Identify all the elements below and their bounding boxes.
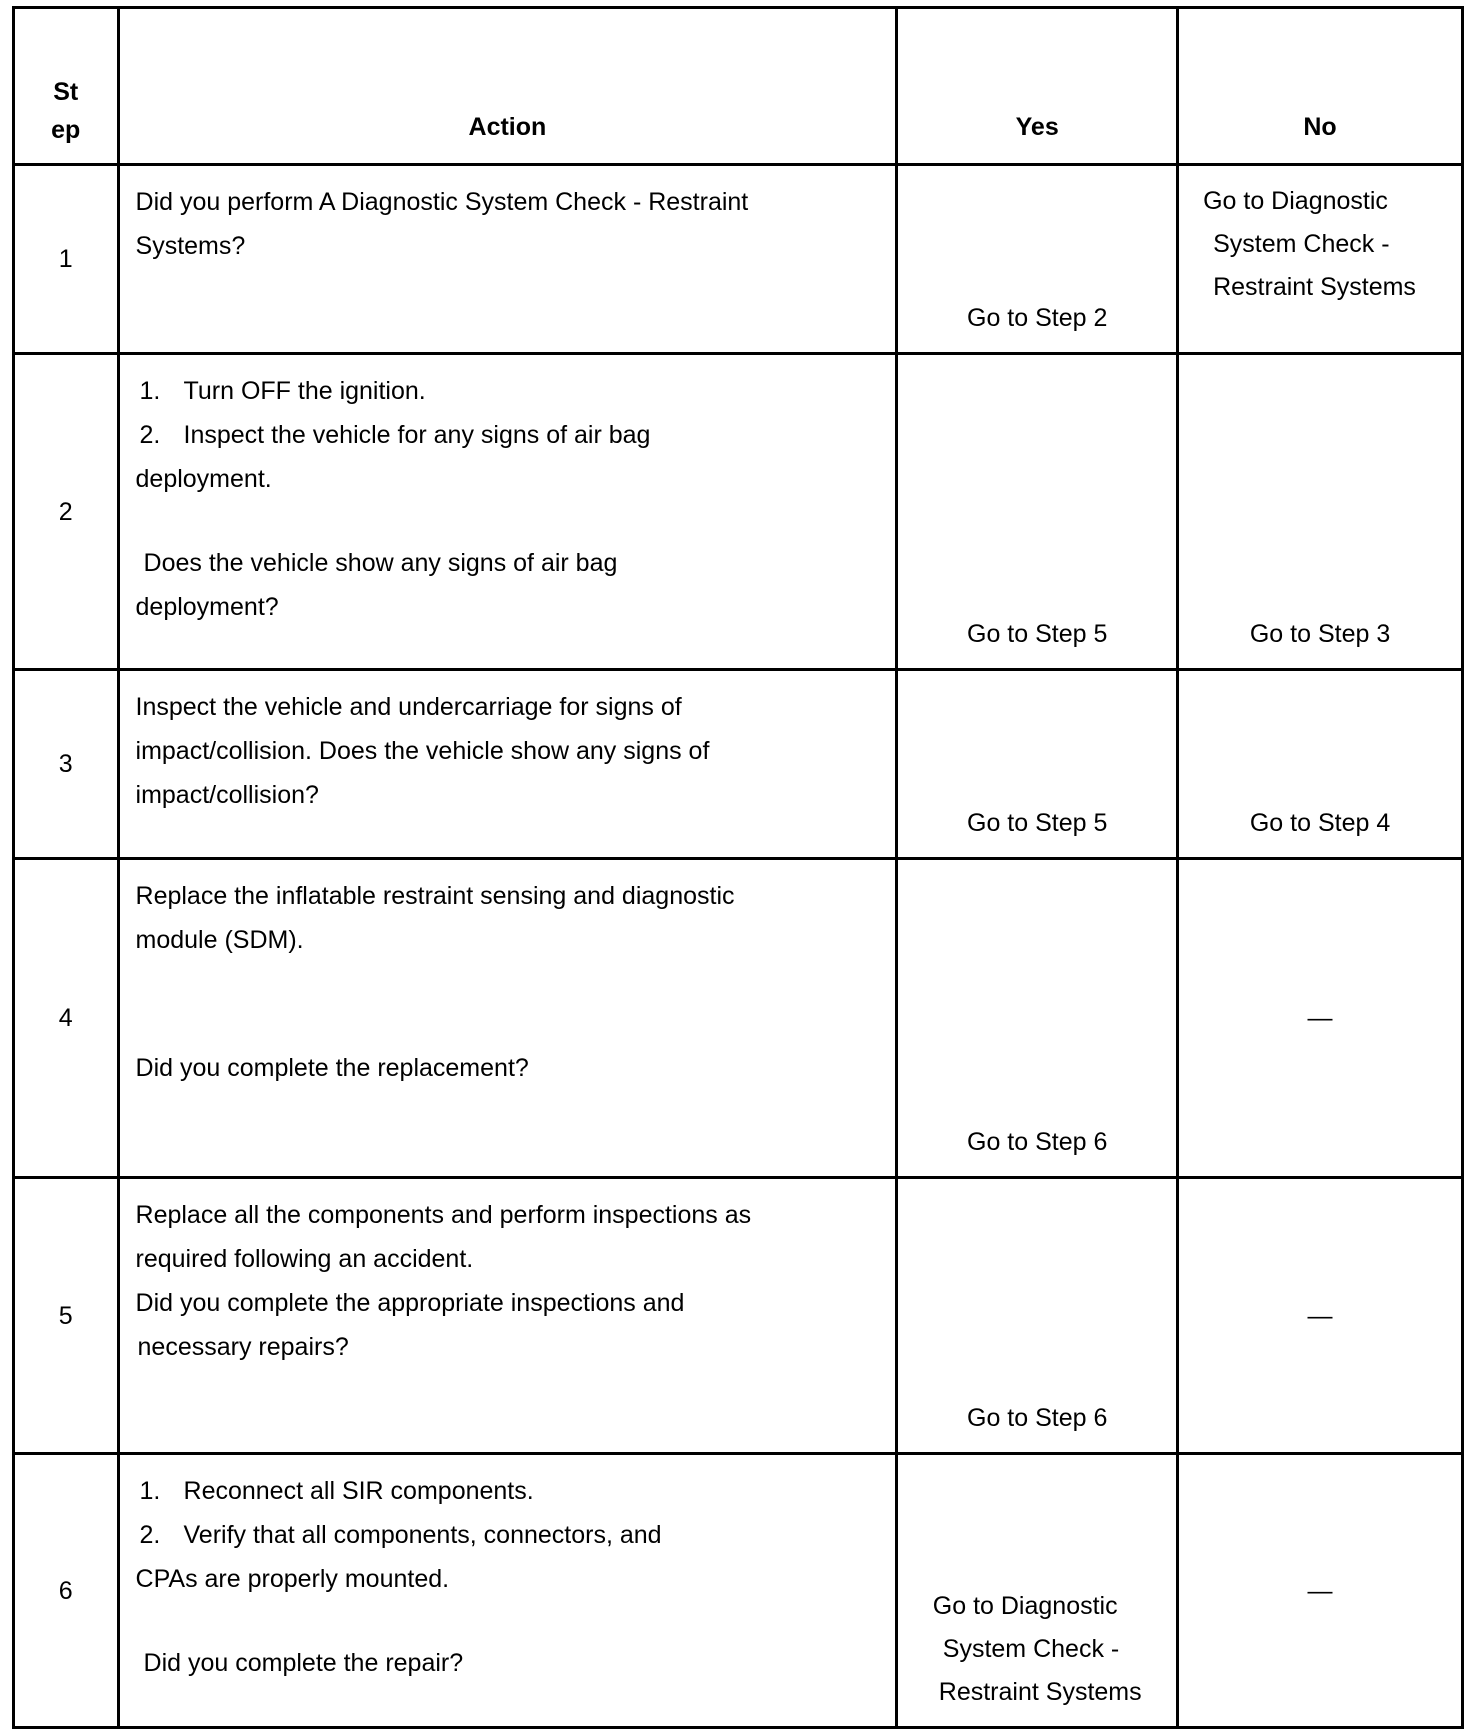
no-cell: [1178, 670, 1463, 859]
yes-line: Restraint Systems: [938, 1678, 1142, 1706]
action-cell: [118, 354, 897, 670]
no-link: Go to Step 4: [1249, 809, 1391, 837]
no-line: Go to Diagnostic: [1203, 187, 1388, 215]
action-line: Replace the inflatable restraint sensing and diagnostic: [135, 882, 735, 910]
action-line: Did you perform A Diagnostic System Check - Restraint: [135, 188, 749, 216]
action-line: impact/collision?: [135, 781, 319, 809]
action-line: Inspect the vehicle and undercarriage for signs of: [135, 693, 682, 721]
list-number: 2.: [139, 1521, 161, 1549]
action-question: necessary repairs?: [137, 1333, 349, 1361]
no-cell: [1178, 354, 1463, 670]
yes-line: System Check -: [942, 1635, 1120, 1663]
yes-cell: [897, 1178, 1178, 1454]
no-cell: [1178, 1454, 1463, 1728]
yes-link: Go to Step 6: [967, 1128, 1108, 1156]
list-text: Turn OFF the ignition.: [183, 377, 426, 405]
yes-cell: [897, 859, 1178, 1178]
yes-cell: [897, 1454, 1178, 1728]
action-cell: [118, 670, 897, 859]
header-no: No: [1178, 8, 1463, 165]
action-question: Does the vehicle show any signs of air bag: [143, 549, 618, 577]
step-number: 6: [14, 1454, 119, 1728]
step-number: 1: [14, 165, 119, 354]
diagnostic-table: [12, 6, 1464, 1729]
table-row-step-2: [14, 354, 1463, 670]
header-action: Action: [118, 8, 897, 165]
yes-cell: [897, 165, 1178, 354]
no-link: [1203, 180, 1416, 309]
table-row-step-5: [14, 1178, 1463, 1454]
table-row-step-3: [14, 670, 1463, 859]
yes-line: Go to Diagnostic: [932, 1592, 1118, 1620]
action-cell: [118, 1178, 897, 1454]
header-yes: Yes: [897, 8, 1178, 165]
yes-cell: [897, 354, 1178, 670]
action-list-item: [136, 1469, 882, 1513]
step-number: 3: [14, 670, 119, 859]
list-number: 1.: [139, 1477, 161, 1505]
action-line: Systems?: [135, 232, 246, 260]
action-line: Replace all the components and perform inspections as: [135, 1201, 752, 1229]
no-cell: [1178, 859, 1463, 1178]
action-line: module (SDM).: [135, 926, 304, 954]
table-row-step-1: [14, 165, 1463, 354]
action-list-item: [136, 369, 882, 413]
list-text: Verify that all components, connectors, and: [183, 1521, 662, 1549]
yes-cell: [897, 670, 1178, 859]
list-number: 2.: [139, 421, 161, 449]
no-dash: —: [1307, 1576, 1333, 1605]
action-question: deployment?: [135, 593, 279, 621]
no-cell: [1178, 165, 1463, 354]
yes-link: Go to Step 5: [967, 809, 1108, 837]
no-dash: —: [1307, 1301, 1333, 1330]
no-line: System Check -: [1213, 230, 1390, 258]
no-cell: [1178, 1178, 1463, 1454]
action-line: deployment.: [135, 465, 272, 493]
header-step: [14, 8, 119, 165]
action-list-item: [136, 1513, 882, 1557]
action-question: Did you complete the replacement?: [135, 1054, 529, 1082]
no-link: Go to Step 3: [1249, 620, 1391, 648]
no-dash: —: [1307, 1004, 1333, 1032]
action-cell: [118, 859, 897, 1178]
no-line: Restraint Systems: [1213, 273, 1416, 301]
list-text: Reconnect all SIR components.: [183, 1477, 534, 1505]
header-step-line2: ep: [51, 116, 81, 144]
list-text: Inspect the vehicle for any signs of air bag: [183, 421, 651, 449]
header-step-line1: St: [53, 78, 79, 106]
action-line: impact/collision. Does the vehicle show any signs of: [135, 737, 710, 765]
action-cell: [118, 1454, 897, 1728]
step-number: 4: [14, 859, 119, 1178]
action-line: required following an accident.: [135, 1245, 474, 1273]
spacer: [136, 1002, 882, 1046]
spacer: [136, 962, 882, 1002]
table-row-step-6: [14, 1454, 1463, 1728]
spacer: [136, 1601, 882, 1641]
action-line: CPAs are properly mounted.: [135, 1565, 450, 1593]
yes-link: [933, 1585, 1142, 1714]
yes-link: Go to Step 2: [967, 304, 1108, 332]
header-row: [14, 8, 1463, 165]
list-number: 1.: [139, 377, 161, 405]
action-question: Did you complete the appropriate inspections and: [135, 1289, 685, 1317]
yes-link: Go to Step 5: [967, 620, 1108, 648]
step-number: 5: [14, 1178, 119, 1454]
action-cell: [118, 165, 897, 354]
action-list-item: [136, 413, 882, 457]
table-row-step-4: [14, 859, 1463, 1178]
yes-link: Go to Step 6: [967, 1404, 1108, 1432]
spacer: [136, 501, 882, 541]
step-number: 2: [14, 354, 119, 670]
action-question: Did you complete the repair?: [143, 1649, 464, 1677]
